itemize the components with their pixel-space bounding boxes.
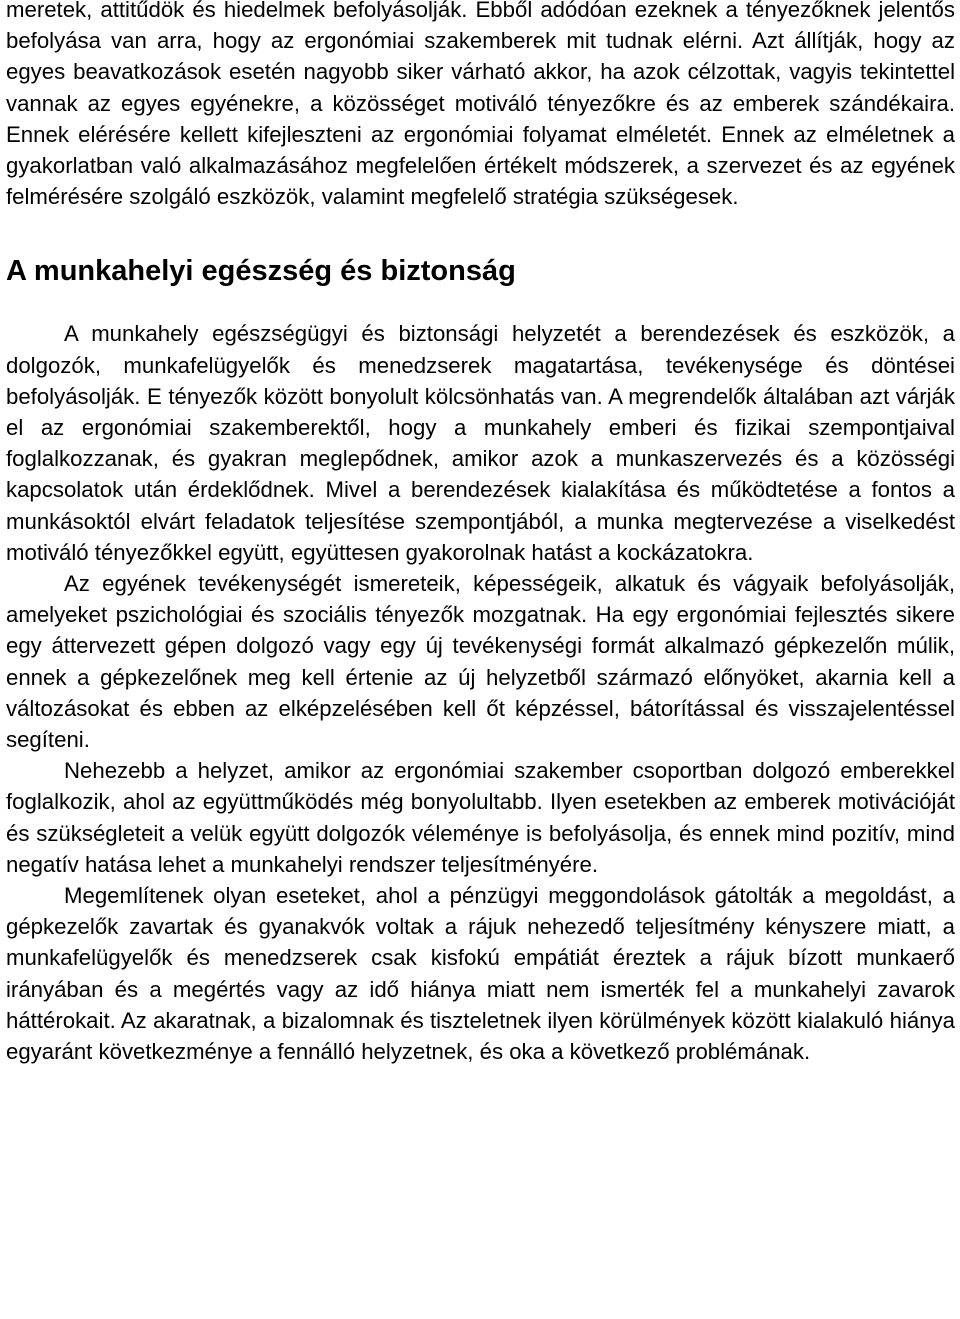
body-paragraph: Megemlítenek olyan eseteket, ahol a pénzügyi meggondolások gátolták a megoldást, a gépkezelők zavartak és gyanakvók voltak a rájuk nehezedő teljesítmény kényszere miatt, a munkafelügyelők és menedzserek csak kisfokú empátiát éreztek a rájuk bízott munkaerő irányában és a megértés vagy az idő hiánya miatt nem ismerték fel a munkahelyi zavarok háttérokait. Az akaratnak, a bizalomnak és tiszteletnek ilyen körülmények között kialakuló hiánya egyaránt következménye a fennálló helyzetnek, és oka a következő problémának. [6, 883, 955, 1065]
section-heading: A munkahelyi egészség és biztonság [6, 255, 516, 288]
body-paragraph: A munkahely egészségügyi és biztonsági helyzetét a berendezések és eszközök, a dolgozók, munkafelügyelők és menedzserek magatartása, tevékenysége és döntései befolyásolják. E tényezők között bonyolult kölcsönhatás van. A megrendelők általában azt várják el az ergonómiai szakemberektől, hogy a munkahely emberi és fizikai szempontjaival foglalkozzanak, és gyakran meglepődnek, amikor azok a munkaszervezés és a közösségi kapcsolatok után érdeklődnek. Mivel a berendezések kialakítása és működtetése a fontos a munkásoktól elvárt feladatok teljesítése szempontjából, a munka megtervezése a viselkedést motiváló tényezőkkel együtt, együttesen gyakorolnak hatást a kockázatokra. [6, 321, 955, 565]
body-paragraph: Nehezebb a helyzet, amikor az ergonómiai szakember csoportban dolgozó emberekkel foglalkozik, ahol az együttműködés még bonyolultabb. Ilyen esetekben az emberek motivációját és szükségleteit a velük együtt dolgozók véleménye is befolyásolja, és ennek mind pozitív, mind negatív hatása lehet a munkahelyi rendszer teljesítményére. [6, 758, 955, 877]
body-paragraph: Az egyének tevékenységét ismereteik, képességeik, alkatuk és vágyaik befolyásolják, amelyeket pszichológiai és szociális tényezők mozgatnak. Ha egy ergonómiai fejlesztés sikere egy áttervezett gépen dolgozó vagy egy új tevékenységi formát alkalmazó gépkezelőn múlik, ennek a gépkezelőnek meg kell értenie az új helyzetből származó előnyöket, akarnia kell a változásokat és ebben az elképzelésében kell őt képzéssel, bátorítással és visszajelentéssel segíteni. [6, 571, 955, 753]
intro-paragraph: meretek, attitűdök és hiedelmek befolyásolják. Ebből adódóan ezeknek a tényezőknek jelentős befolyása van arra, hogy az ergonómiai szakemberek mit tudnak elérni. Azt állítják, hogy az egyes beavatkozások esetén nagyobb siker várható akkor, ha azok célzottak, vagyis tekintettel vannak az egyes egyénekre, a közösséget motiváló tényezőkre és az emberek szándékaira. Ennek elérésére kellett kifejleszteni az ergonómiai folyamat elméletét. Ennek az elméletnek a gyakorlatban való alkalmazásához megfelelően értékelt módszerek, a szervezet és az egyének felmérésére szolgáló eszközök, valamint megfelelő stratégia szükségesek. [6, 0, 955, 210]
